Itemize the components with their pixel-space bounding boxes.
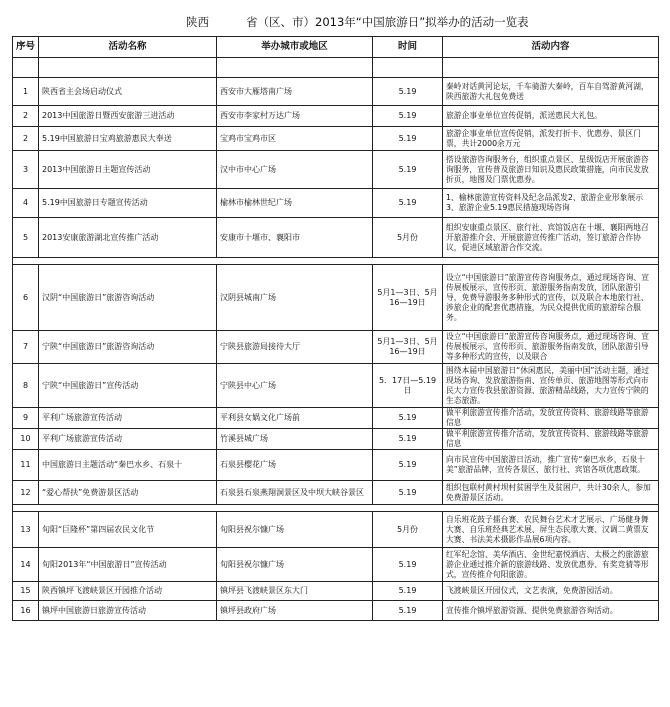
row-content: 自乐班花鼓子擂台赛、农民舞台艺术才艺展示、广场健身舞大赛、自乐班经典艺术展、屏生态民歌大赛、汉调二黄票友大赛、书法美术摄影作品展6项内容。 [443, 512, 659, 548]
row-city: 镇坪县飞渡峡景区东大门 [217, 582, 373, 601]
row-name: 汉阴“中国旅游日”旅游咨询活动 [39, 265, 217, 331]
table-row [13, 481, 659, 505]
row-city: 西安市大雁塔南广场 [217, 78, 373, 106]
row-no: 2 [13, 127, 39, 151]
row-content: 飞渡峡景区开园仪式，文艺表演，免费游园活动。 [443, 582, 659, 601]
table-row [13, 151, 659, 189]
title-province: 陕西 [186, 15, 209, 29]
row-no: 7 [13, 331, 39, 364]
table-row [13, 218, 659, 258]
row-no: 5 [13, 218, 39, 258]
table-gap-row [13, 505, 659, 512]
row-no: 2 [13, 106, 39, 127]
row-content: 组织包联村黄村坝村贫困学生及贫困户，共计30余人，参加免费游景区活动。 [443, 481, 659, 505]
row-no: 15 [13, 582, 39, 601]
row-city: 石泉县石泉燕翔洞景区及中坝大峡谷景区 [217, 481, 373, 505]
row-name: 2013中国旅游日主题宣传活动 [39, 151, 217, 189]
row-name: 宁陕“中国旅游日”旅游咨询活动 [39, 331, 217, 364]
row-no: 13 [13, 512, 39, 548]
table-row [13, 408, 659, 429]
table-gap-row [13, 258, 659, 265]
row-city: 宝鸡市宝鸡市区 [217, 127, 373, 151]
row-time: 5.19 [373, 450, 443, 481]
row-city: 汉阴县城南广场 [217, 265, 373, 331]
row-time: 5月1—3日、5月16—19日 [373, 265, 443, 331]
table-row [13, 548, 659, 582]
row-content: 设立“中国旅游日”旅游宣传咨询服务点，通过现场咨询、宣传展板展示，宣传形页、旅游服务指南发放，团队旅游引导，免费导游服务多种形式的宣传，以及联合本地旅行社、涉旅企业的配套优惠措施，为民众提供优质的旅游综合服务。 [443, 265, 659, 331]
table-row [13, 601, 659, 621]
table-row [13, 78, 659, 106]
row-content: 做平利旅游宣传推介活动，发放宣传资料、旅游线路等旅游信息 [443, 429, 659, 450]
row-city: 旬阳县祝尔慷广场 [217, 548, 373, 582]
row-no: 10 [13, 429, 39, 450]
row-name: 平利广场旅游宣传活动 [39, 408, 217, 429]
row-city: 竹溪县城广场 [217, 429, 373, 450]
row-time: 5月1—3日、5月16—19日 [373, 331, 443, 364]
row-content: 旅游企事业单位宣传促销，派发打折卡、优惠券、景区门票，共计2000余万元 [443, 127, 659, 151]
row-time: 5.19 [373, 151, 443, 189]
row-city: 西安市李家村万达广场 [217, 106, 373, 127]
row-name: 平利广场旅游宣传活动 [39, 429, 217, 450]
table-row [13, 512, 659, 548]
row-city: 镇坪县政府广场 [217, 601, 373, 621]
row-time: 5.19 [373, 408, 443, 429]
row-content: 秦岭对话黄河论坛，千车骑游大秦岭，百车自驾游黄河湖，陕西旅游大礼包免费送 [443, 78, 659, 106]
row-city: 汉中市中心广场 [217, 151, 373, 189]
table-row [13, 189, 659, 218]
header-name: 活动名称 [39, 37, 217, 58]
row-city: 石泉县樱花广场 [217, 450, 373, 481]
table-header-row [13, 37, 659, 58]
row-name: 陕西省主会场启动仪式 [39, 78, 217, 106]
row-name: 镇坪中国旅游日旅游宣传活动 [39, 601, 217, 621]
row-time: 5.19 [373, 601, 443, 621]
row-no: 16 [13, 601, 39, 621]
row-content: 宣传推介镇坪旅游资源、提供免费旅游咨询活动。 [443, 601, 659, 621]
row-time: 5.19 [373, 78, 443, 106]
row-time: 5.19 [373, 481, 443, 505]
row-city: 旬阳县祝尔慷广场 [217, 512, 373, 548]
row-city: 榆林市榆林世纪广场 [217, 189, 373, 218]
row-name: 旬阳“巨隆杯”第四届农民文化节 [39, 512, 217, 548]
row-name: 2013安康旅游湖北宣传推广活动 [39, 218, 217, 258]
row-time: 5.19 [373, 106, 443, 127]
row-no: 9 [13, 408, 39, 429]
row-name: 中国旅游日主题活动“秦巴水乡、石泉十 [39, 450, 217, 481]
row-city: 宁陕县中心广场 [217, 364, 373, 408]
row-name: 宁陕“中国旅游日”宣传活动 [39, 364, 217, 408]
table-row [13, 106, 659, 127]
row-time: 5.19 [373, 429, 443, 450]
document-title [0, 14, 670, 32]
row-no: 6 [13, 265, 39, 331]
row-city: 平利县女娲文化广场前 [217, 408, 373, 429]
row-content: 旅游企事业单位宣传促销，派送惠民大礼包。 [443, 106, 659, 127]
row-name: 5.19中国旅游日专题宣传活动 [39, 189, 217, 218]
row-time: 5.19 [373, 582, 443, 601]
row-content: 1、榆林旅游宣传资料及纪念品派发2、旅游企业形象展示3、旅游企业5.19惠民措施现场咨询 [443, 189, 659, 218]
row-no: 11 [13, 450, 39, 481]
row-no: 8 [13, 364, 39, 408]
row-no: 1 [13, 78, 39, 106]
row-no: 12 [13, 481, 39, 505]
row-no: 14 [13, 548, 39, 582]
row-no: 4 [13, 189, 39, 218]
header-content: 活动内容 [443, 37, 659, 58]
row-time: 5.19 [373, 189, 443, 218]
header-time: 时间 [373, 37, 443, 58]
header-city: 举办城市或地区 [217, 37, 373, 58]
row-time: 5．17日—5.19日 [373, 364, 443, 408]
header-no: 序号 [13, 37, 39, 58]
table-row [13, 265, 659, 331]
row-no: 3 [13, 151, 39, 189]
row-time: 5月份 [373, 512, 443, 548]
row-content: 围绕本届中国旅游日“休闲惠民，美丽中国”活动主题，通过现场咨询、发放旅游指南、宣传单页、旅游地图等形式向市民大力宣传我县旅游资源、旅游精品线路，大力宣传宁陕的生态旅游。 [443, 364, 659, 408]
row-time: 5.19 [373, 127, 443, 151]
row-name: 旬阳2013年“中国旅游日”宣传活动 [39, 548, 217, 582]
row-content: 搭设旅游咨询服务台，组织重点景区、星级饭店开展旅游咨询服务，宣传普及旅游日知识及惠民政策措施，向市民发放折页，地图及门票优惠券。 [443, 151, 659, 189]
row-name: 陕西镇坪飞渡峡景区开园推介活动 [39, 582, 217, 601]
row-time: 5月份 [373, 218, 443, 258]
row-time: 5.19 [373, 548, 443, 582]
activity-table [12, 36, 659, 621]
table-row [13, 450, 659, 481]
table-row-empty [13, 58, 659, 78]
row-content: 设立“中国旅游日”旅游宣传咨询服务点，通过现场咨询、宣传展板展示，宣传形页、旅游服务指南发放，团队旅游引导等多种形式的宣传，以及联合 [443, 331, 659, 364]
row-content: 做平利旅游宣传推介活动，发放宣传资料、旅游线路等旅游信息 [443, 408, 659, 429]
title-text: 省（区、市）2013年“中国旅游日”拟举办的活动一览表 [246, 15, 529, 29]
row-name: “爱心帮扶”免费游景区活动 [39, 481, 217, 505]
row-name: 5.19中国旅游日宝鸡旅游惠民大奉送 [39, 127, 217, 151]
table-row [13, 582, 659, 601]
table-row [13, 331, 659, 364]
row-content: 向市民宣传中国旅游日活动，推广宣传“秦巴水乡，石泉十美”旅游品牌，宣传各景区、旅行社、宾馆各项优惠政策。 [443, 450, 659, 481]
row-content: 组织安康重点景区、旅行社、宾馆饭店在十堰、襄阳两地召开旅游推介会、开展旅游宣传推广活动，签订旅游合作协议，促进区域旅游合作交流。 [443, 218, 659, 258]
table-row [13, 127, 659, 151]
row-name: 2013中国旅游日暨西安旅游三进活动 [39, 106, 217, 127]
row-city: 安康市十堰市、襄阳市 [217, 218, 373, 258]
row-city: 宁陕县旅游局接待大厅 [217, 331, 373, 364]
table-row [13, 429, 659, 450]
row-content: 红军纪念馆、美华酒店、金世纪嘉悦酒店、太极之约旅游旅游企业通过推介新的旅游线路、发放优惠券、有奖竞猜等形式，宣传推介旬阳旅游。 [443, 548, 659, 582]
table-row [13, 364, 659, 408]
